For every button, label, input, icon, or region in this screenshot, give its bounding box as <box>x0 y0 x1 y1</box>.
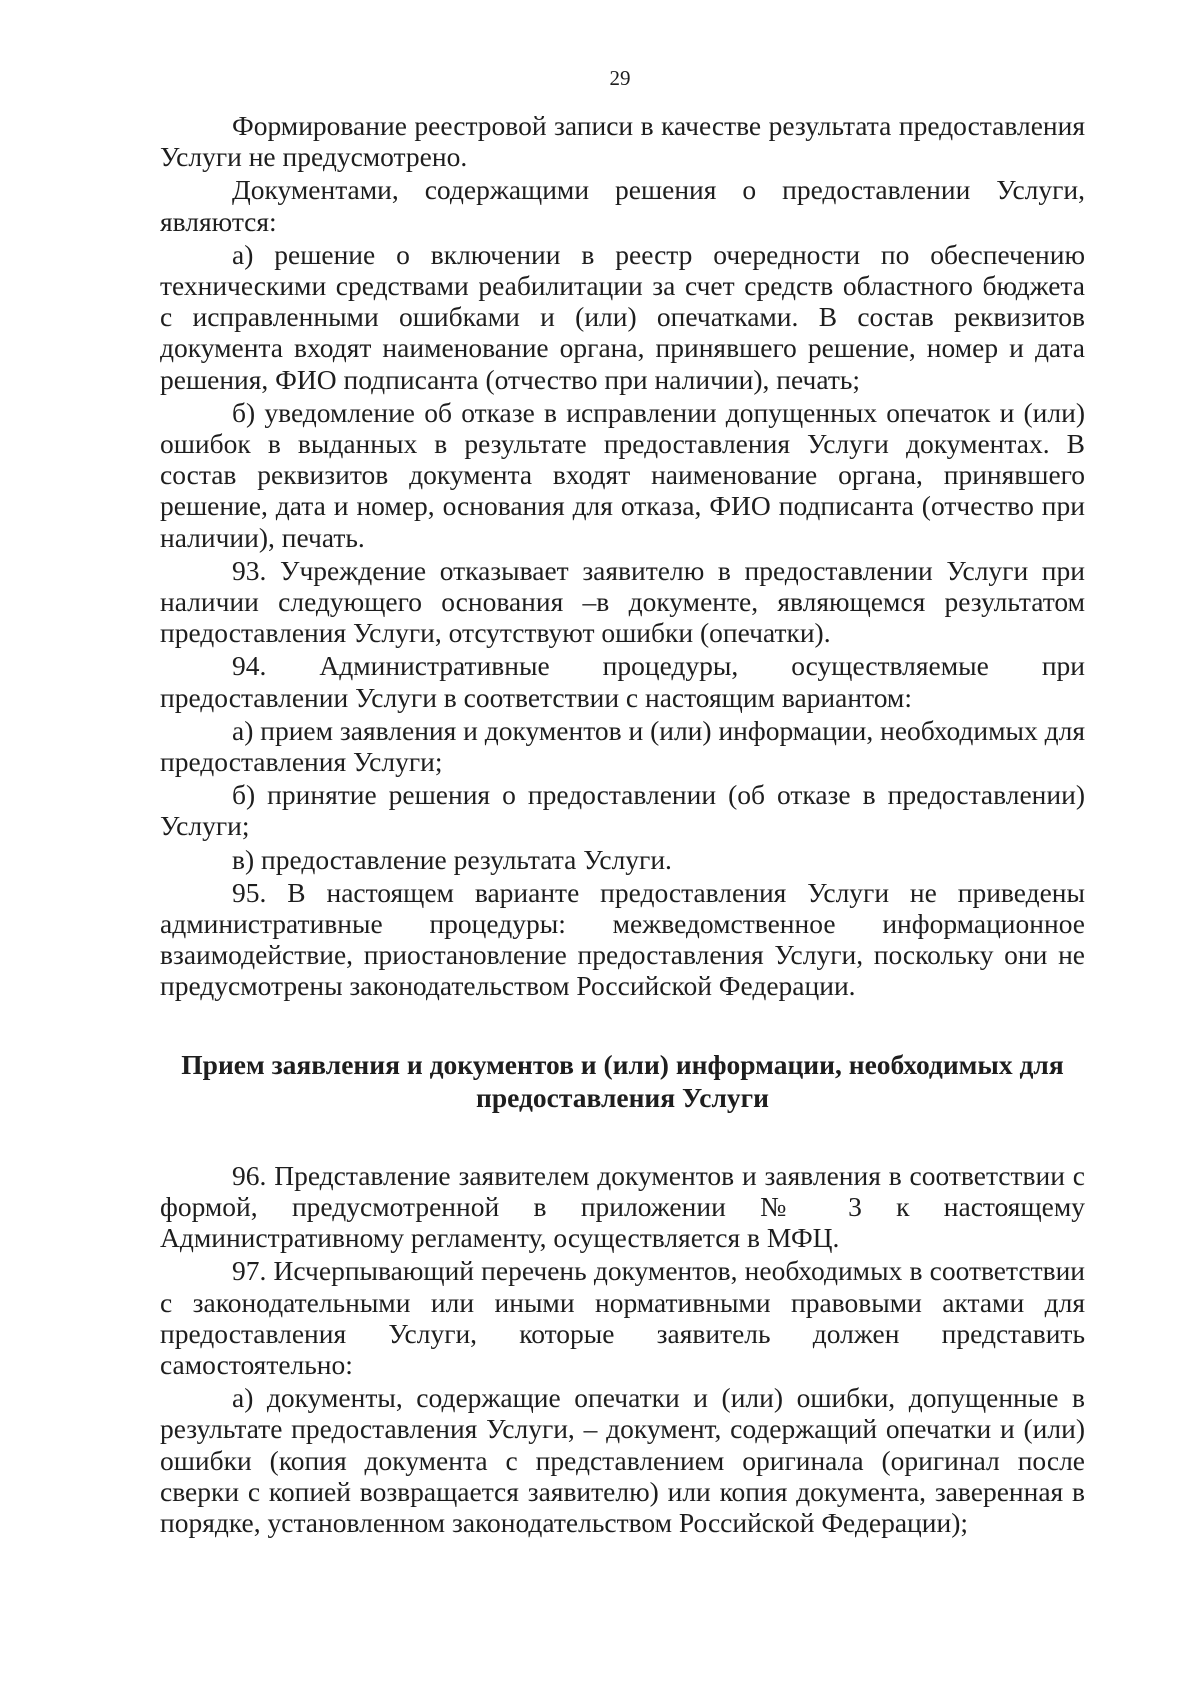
paragraph-item-a-decision: а) решение о включении в реестр очередности по обеспечению техническими средствами реабилитации за счет средств областного бюджета с исправленными ошибками и (или) опечатками. В состав реквизитов документа входят наименование органа, принявшего решение, номер и дата решения, ФИО подписанта (отчество при наличии), печать; <box>160 238 1085 395</box>
paragraph-97: 97. Исчерпывающий перечень документов, необходимых в соответствии с законодательными или иными нормативными правовыми актами для предоставления Услуги, которые заявитель должен представить самостоятельно: <box>160 1255 1085 1380</box>
page-number: 29 <box>609 66 631 90</box>
paragraph-registry-record: Формирование реестровой записи в качестве результата предоставления Услуги не предусмотрено. <box>160 110 1085 173</box>
section-heading-line-2: предоставления Услуги <box>476 1081 769 1113</box>
paragraph-item-b-notice: б) уведомление об отказе в исправлении допущенных опечаток и (или) ошибок в выданных в результате предоставления Услуги документах. В состав реквизитов документа входят наименование органа, принявшего решение, дата и номер, основания для отказа, ФИО подписанта (отчество при наличии), печать. <box>160 396 1085 553</box>
section-heading <box>160 1048 1085 1114</box>
paragraph-96: 96. Представление заявителем документов и заявления в соответствии с формой, предусмотренной в приложении № 3 к настоящему Административному регламенту, осуществляется в МФЦ. <box>160 1159 1085 1254</box>
paragraph-94-item-a: а) прием заявления и документов и (или) информации, необходимых для предоставления Услуги; <box>160 714 1085 778</box>
paragraph-93: 93. Учреждение отказывает заявителю в предоставлении Услуги при наличии следующего основания –в документе, являющемся результатом предоставления Услуги, отсутствуют ошибки (опечатки). <box>160 554 1085 649</box>
paragraph-94-item-c: в) предоставление результата Услуги. <box>232 843 672 875</box>
paragraph-94-item-b: б) принятие решения о предоставлении (об отказе в предоставлении) Услуги; <box>160 779 1085 842</box>
document-body <box>160 110 1085 1540</box>
paragraph-94: 94. Административные процедуры, осуществляемые при предоставлении Услуги в соответствии с настоящим вариантом: <box>160 650 1085 713</box>
paragraph-95: 95. В настоящем варианте предоставления Услуги не приведены административные процедуры: межведомственное информационное взаимодействие, приостановление предоставления Услуги, поскольку они не предусмотрены законодательством Российской Федерации. <box>160 876 1085 1002</box>
paragraph-result-documents: Документами, содержащими решения о предоставлении Услуги, являются: <box>160 174 1085 237</box>
paragraph-97-item-a: а) документы, содержащие опечатки и (или) ошибки, допущенные в результате предоставления Услуги, – документ, содержащий опечатки и (или) ошибки (копия документа с представлением оригинала (оригинал после сверки с копией возвращается заявителю) или копия документа, заверенная в порядке, установленном законодательством Российской Федерации); <box>160 1382 1085 1538</box>
section-heading-line-1: Прием заявления и документов и (или) информации, необходимых для <box>181 1048 1064 1080</box>
